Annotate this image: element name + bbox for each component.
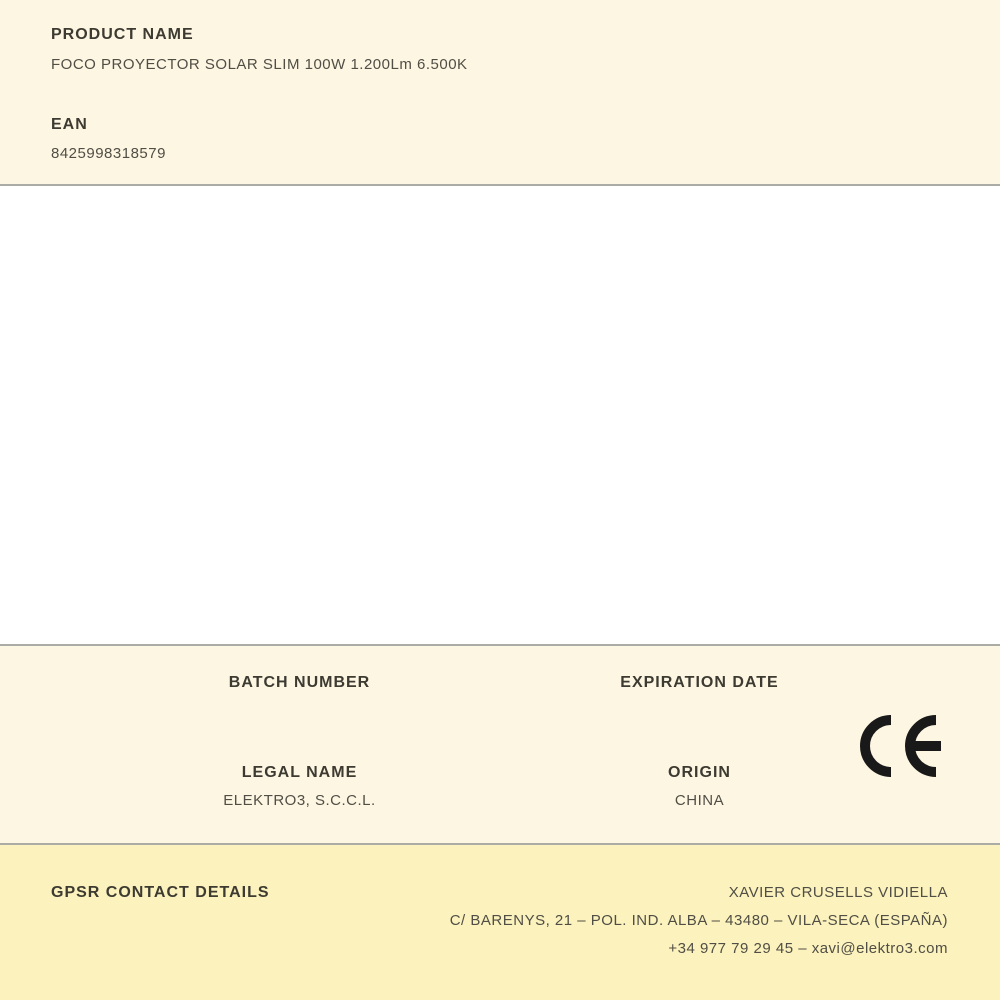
batch-number-label: BATCH NUMBER — [228, 674, 371, 691]
ean-value: 8425998318579 — [51, 145, 166, 162]
legal-name-value: ELEKTRO3, S.C.C.L. — [223, 792, 376, 809]
gpsr-contact-name: XAVIER CRUSELLS VIDIELLA — [728, 884, 948, 901]
gpsr-title: GPSR CONTACT DETAILS — [51, 884, 270, 901]
product-name-label: PRODUCT NAME — [51, 26, 194, 43]
expiration-date-label: EXPIRATION DATE — [620, 674, 779, 691]
ce-mark-icon — [860, 715, 941, 777]
origin-value: CHINA — [674, 792, 725, 809]
blank-section — [0, 186, 1000, 646]
gpsr-section — [0, 845, 1000, 1000]
gpsr-contact-phone-email: +34 977 79 29 45 – xavi@elektro3.com — [668, 940, 948, 957]
product-name-value: FOCO PROYECTOR SOLAR SLIM 100W 1.200Lm 6.500K — [51, 56, 468, 73]
product-section — [0, 0, 1000, 186]
info-section — [0, 646, 1000, 845]
origin-label: ORIGIN — [668, 764, 731, 781]
ean-label: EAN — [51, 116, 88, 133]
legal-name-label: LEGAL NAME — [241, 764, 358, 781]
gpsr-contact-address: C/ BARENYS, 21 – POL. IND. ALBA – 43480 – VILA-SECA (ESPAÑA) — [449, 912, 948, 929]
